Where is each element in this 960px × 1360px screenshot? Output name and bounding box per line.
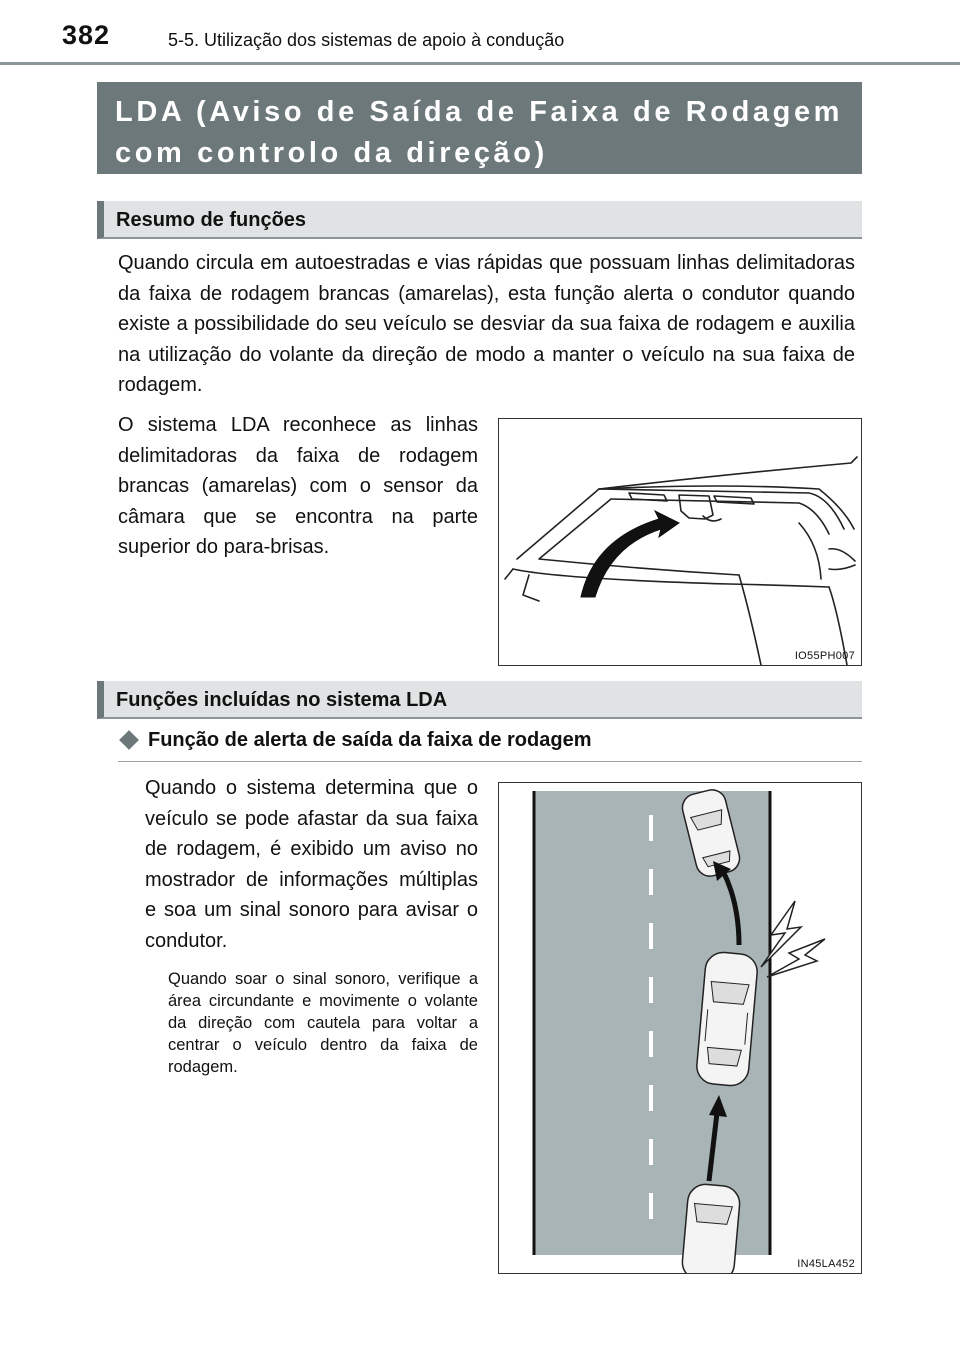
- functions-paragraph: Quando o sistema determina que o veículo se pode afastar da sua faixa de rodagem, é exibido um aviso no mostrador de informações múltiplas e soa um sinal sonoro para avisar o condutor.: [145, 777, 478, 952]
- section-heading-functions: [97, 681, 862, 719]
- diamond-bullet-icon: [119, 730, 139, 750]
- figure-code-1: IO55PH007: [794, 650, 855, 662]
- lane-departure-illustration: [499, 783, 861, 1273]
- page-title: [97, 82, 862, 174]
- page-title-line-2: com controlo da direção): [115, 137, 548, 169]
- camera-pointer-arrow: [581, 511, 679, 597]
- section-heading-functions-label: Funções incluídas no sistema LDA: [116, 689, 448, 711]
- section-heading-summary: [97, 201, 862, 239]
- subheading-label: Função de alerta de saída da faixa de rodagem: [148, 729, 592, 751]
- windshield-camera-illustration: [499, 419, 861, 665]
- warning-lightning-icon-2: [767, 939, 825, 977]
- header-rule: [0, 62, 960, 65]
- summary-paragraph-2: O sistema LDA reconhece as linhas delimitadoras da faixa de rodagem brancas (amarelas) com o sensor da câmara que se encontra na parte superior do para-brisas.: [118, 414, 478, 559]
- subheading-rule: [118, 761, 862, 762]
- figure-code-2: IN45LA452: [797, 1258, 855, 1270]
- functions-note: Quando soar o sinal sonoro, verifique a área circundante e movimente o volante da direção com cautela para voltar a centrar o veículo dentro da faixa de rodagem.: [168, 970, 478, 1076]
- subheading-lane-departure-alert: [118, 729, 592, 752]
- windshield-camera-figure: [498, 418, 862, 666]
- car-bottom: [681, 1183, 741, 1273]
- running-head: 5-5. Utilização dos sistemas de apoio à condução: [168, 30, 565, 50]
- page-number: 382: [62, 20, 111, 50]
- car-middle: [695, 951, 758, 1087]
- page-title-line-1: LDA (Aviso de Saída de Faixa de Rodagem: [115, 96, 844, 128]
- summary-paragraph-1: Quando circula em autoestradas e vias rápidas que possuam linhas delimitadoras da faixa de rodagem brancas (amarelas), esta função alerta o condutor quando existe a possibilidade do seu veículo se desviar da sua faixa de rodagem e auxilia na utilização do volante da direção de modo a manter o veículo na sua faixa de rodagem.: [118, 252, 855, 397]
- lane-departure-figure: [498, 782, 862, 1274]
- section-heading-summary-label: Resumo de funções: [116, 209, 307, 231]
